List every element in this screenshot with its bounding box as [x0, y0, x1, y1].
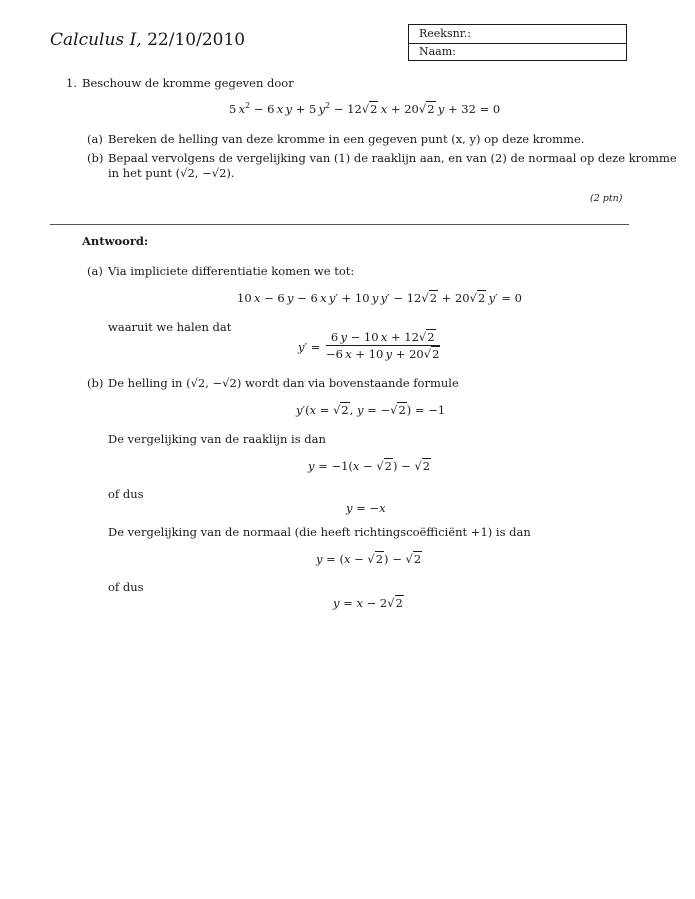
course-name: Calculus I, — [50, 30, 142, 50]
normal-simplified: y = x − 2√2 — [333, 596, 403, 610]
answer-b-text5: of dus — [108, 580, 144, 594]
reeksnr-field[interactable]: Reeksnr.: — [409, 25, 626, 44]
derivative-lhs: y′ = — [298, 340, 321, 354]
naam-field[interactable]: Naam: — [419, 45, 456, 58]
part-a-text: Bereken de helling van deze kromme in een gegeven punt (x, y) op deze kromme. — [108, 132, 585, 146]
part-b-label: (b) — [87, 151, 104, 165]
normal-equation: y = (x − √2) − √2 — [316, 552, 422, 566]
curve-equation: 5 $x^2 - 6$ x y + 5 $y^2 - 12√2$ x + 20√2 y + 32 = 0 — [229, 101, 501, 116]
tangent-simplified: y = −x — [346, 501, 386, 515]
slope-value-equation: y′(x = √2, y = −√2) = −1 — [296, 403, 446, 417]
student-id-box — [408, 24, 627, 61]
answer-b-text2: De vergelijking van de raaklijn is dan — [108, 432, 326, 446]
part-b-text-line2: in het punt (√2, −√2). — [108, 166, 235, 180]
answer-a-text: Via impliciete differentiatie komen we tot: — [108, 264, 355, 278]
answer-b-text3: of dus — [108, 487, 144, 501]
section-divider — [50, 224, 629, 225]
question-number: 1. — [66, 76, 77, 90]
tangent-equation: y = −1(x − √2) − √2 — [308, 459, 431, 473]
implicit-differentiation-equation: 10 x − 6 y − 6 x y′ + 10 y y′ − 12√2 + 20√2 y′ = 0 — [237, 291, 522, 305]
derivative-fraction — [326, 330, 440, 361]
points-label: (2 ptn) — [590, 193, 623, 204]
answer-heading: Antwoord: — [82, 234, 149, 248]
answer-b-text4: De vergelijking van de normaal (die heeft richtingscoëfficiënt +1) is dan — [108, 525, 531, 539]
answer-b-text: De helling in (√2, −√2) wordt dan via bovenstaande formule — [108, 376, 459, 390]
exam-date: 22/10/2010 — [147, 30, 246, 50]
question-intro: Beschouw de kromme gegeven door — [82, 76, 294, 90]
part-a-label: (a) — [87, 132, 103, 146]
answer-b-label: (b) — [87, 376, 104, 390]
derivative-denominator: −6 x + 10 y + 20√2 — [326, 347, 440, 361]
answer-a-label: (a) — [87, 264, 103, 278]
answer-a-text2: waaruit we halen dat — [108, 320, 232, 334]
page-title — [50, 30, 245, 50]
part-b-text-line1: Bepaal vervolgens de vergelijking van (1) de raaklijn aan, en van (2) de normaal op deze kromme — [108, 151, 677, 165]
derivative-numerator: 6 y − 10 x + 12√2 — [326, 330, 440, 346]
